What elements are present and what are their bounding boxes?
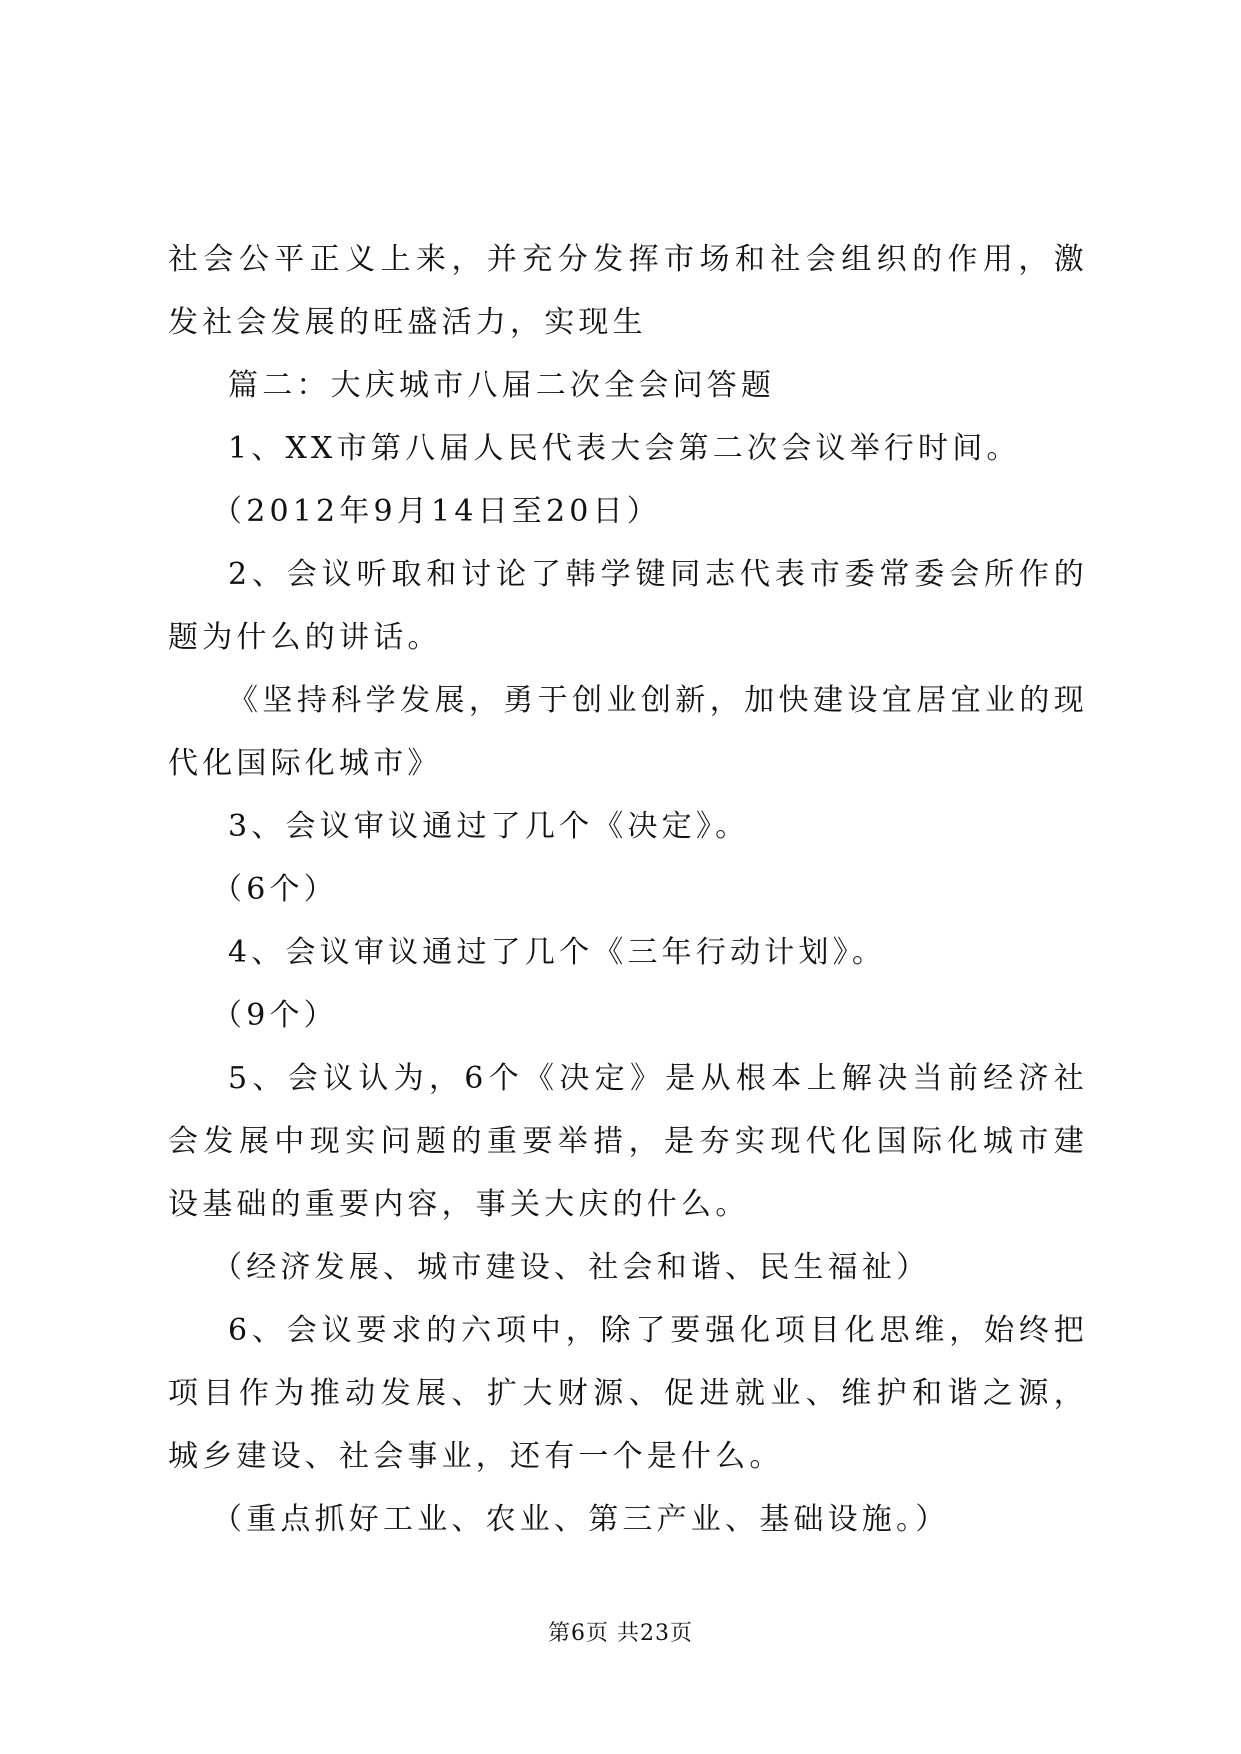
answer-6: （重点抓好工业、农业、第三产业、基础设施。） <box>212 1502 950 1537</box>
answer-5: （经济发展、城市建设、社会和谐、民生福祉） <box>212 1250 931 1285</box>
question-3: 3、会议审议通过了几个《决定》。 <box>228 809 750 844</box>
answer-3: （6个） <box>212 872 338 907</box>
question-6: 6、会议要求的六项中，除了要强化项目化思维，始终把项目作为推动发展、扩大财源、促进就业、维护和谐之源，城乡建设、社会事业，还有一个是什么。 <box>168 1313 1088 1474</box>
answer-2: 《坚持科学发展，勇于创业创新，加快建设宜居宜业的现代化国际化城市》 <box>168 683 1088 781</box>
question-5: 5、会议认为，6个《决定》是从根本上解决当前经济社会发展中现实问题的重要举措，是夯实现代化国际化城市建设基础的重要内容，事关大庆的什么。 <box>168 1061 1088 1222</box>
question-2: 2、会议听取和讨论了韩学键同志代表市委常委会所作的题为什么的讲话。 <box>168 557 1088 655</box>
page-footer <box>0 1616 1241 1647</box>
page-number-label: 第6页 共23页 <box>548 1621 693 1646</box>
answer-4: （9个） <box>212 998 338 1033</box>
question-4: 4、会议审议通过了几个《三年行动计划》。 <box>228 935 887 970</box>
document-body <box>168 228 1088 1551</box>
section-heading: 篇二：大庆城市八届二次全会问答题 <box>228 368 776 403</box>
paragraph-continuation: 社会公平正义上来，并充分发挥市场和社会组织的作用，激发社会发展的旺盛活力，实现生 <box>168 242 1088 340</box>
answer-1: （2012年9月14日至20日） <box>212 494 661 529</box>
question-1: 1、XX市第八届人民代表大会第二次会议举行时间。 <box>228 431 1021 466</box>
